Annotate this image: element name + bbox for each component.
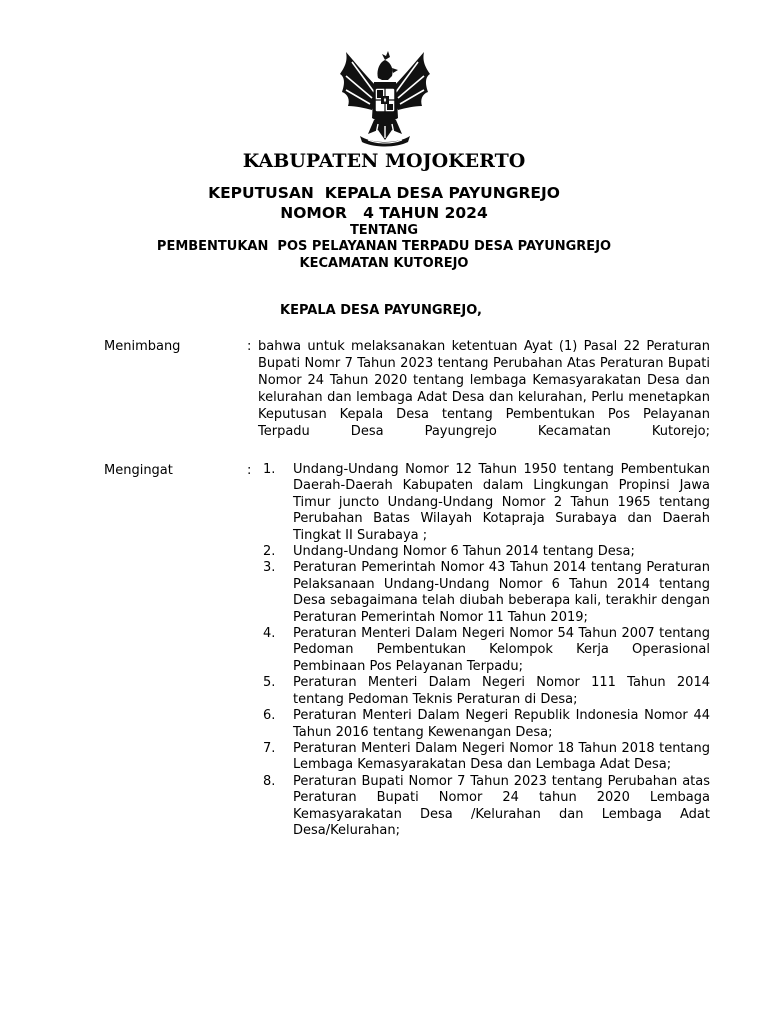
decree-number: NOMOR 4 TAHUN 2024 (280, 204, 488, 222)
list-item-number: 7. (263, 740, 276, 756)
list-item-number: 8. (263, 773, 276, 789)
list-item (258, 626, 710, 675)
subject-line-2: KECAMATAN KUTOREJO (299, 256, 469, 271)
list-item (258, 544, 710, 560)
list-item (258, 675, 710, 708)
list-item (258, 774, 710, 840)
subject-line-1: PEMBENTUKAN POS PELAYANAN TERPADU DESA PAYUNGREJO (156, 239, 612, 254)
list-item-text: Peraturan Menteri Dalam Negeri Republik Indonesia Nomor 44 Tahun 2016 tentang Kewenangan Desa; (293, 708, 710, 740)
considering-label: Menimbang (104, 339, 181, 354)
list-item-number: 2. (263, 544, 276, 560)
list-item-text: Undang-Undang Nomor 12 Tahun 1950 tentang Pembentukan Daerah-Daerah Kabupaten dalam Lingkungan Propinsi Jawa Timur juncto Undang-Undang Nomor 2 Tahun 1965 tentang Perubahan Batas Wilayah Kotapraja Surabaya dan Daerah Tingkat II Surabaya ; (293, 462, 710, 543)
list-item-number: 1. (263, 462, 276, 477)
garuda-emblem-icon (338, 48, 432, 148)
list-item-number: 3. (263, 560, 276, 576)
official-title: KEPALA DESA PAYUNGREJO, (280, 303, 482, 318)
about-label: TENTANG (349, 223, 419, 238)
list-item (258, 462, 710, 544)
decree-title: KEPUTUSAN KEPALA DESA PAYUNGREJO (208, 184, 560, 202)
list-item (258, 708, 710, 741)
considering-text: bahwa untuk melaksanakan ketentuan Ayat (1) Pasal 22 Peraturan Bupati Nomr 7 Tahun 2023 tentang Perubahan Atas Peraturan Bupati Nomor 24 Tahun 2020 tentang lembaga Kemasyarakatan Desa dan kelurahan dan lembaga Adat Desa dan kelurahan, Perlu menetapkan Keputusan Kepala Desa tentang Pembentukan Pos Pelayanan Terpadu Desa Payungrejo Kecamatan Kutorejo; (258, 339, 710, 439)
remembering-list (258, 462, 710, 839)
list-item-text: Peraturan Menteri Dalam Negeri Nomor 54 Tahun 2007 tentang Pedoman Pembentukan Kelompok Kerja Operasional Pembinaan Pos Pelayanan Terpadu; (293, 626, 710, 674)
list-item-text: Peraturan Menteri Dalam Negeri Nomor 18 Tahun 2018 tentang Lembaga Kemasyarakatan Desa dan Lembaga Adat Desa; (293, 740, 710, 773)
list-item-text: Peraturan Bupati Nomor 7 Tahun 2023 tentang Perubahan atas Peraturan Bupati Nomor 24 tahun 2020 Lembaga Kemasyarakatan Desa /Kelurahan dan Lembaga Adat Desa/Kelurahan; (293, 773, 710, 838)
list-item (258, 741, 710, 774)
list-item-number: 6. (263, 708, 276, 724)
list-item-number: 4. (263, 626, 276, 642)
list-item-text: Undang-Undang Nomor 6 Tahun 2014 tentang Desa; (293, 544, 635, 560)
list-item-text: Peraturan Pemerintah Nomor 43 Tahun 2014 tentang Peraturan Pelaksanaan Undang-Undang Nomor 6 Tahun 2014 tentang Desa sebagaimana telah diubah beberapa kali, terakhir dengan Peraturan Pemerintah Nomor 11 Tahun 2019; (293, 560, 710, 625)
remembering-label: Mengingat (104, 463, 173, 478)
regency-title: KABUPATEN MOJOKERTO (242, 150, 526, 172)
list-item-number: 5. (263, 675, 276, 691)
considering-colon: : (247, 339, 252, 354)
list-item-text: Peraturan Menteri Dalam Negeri Nomor 111 Tahun 2014 tentang Pedoman Teknis Peraturan di Desa; (293, 675, 710, 707)
list-item (258, 560, 710, 626)
remembering-colon: : (247, 463, 252, 478)
